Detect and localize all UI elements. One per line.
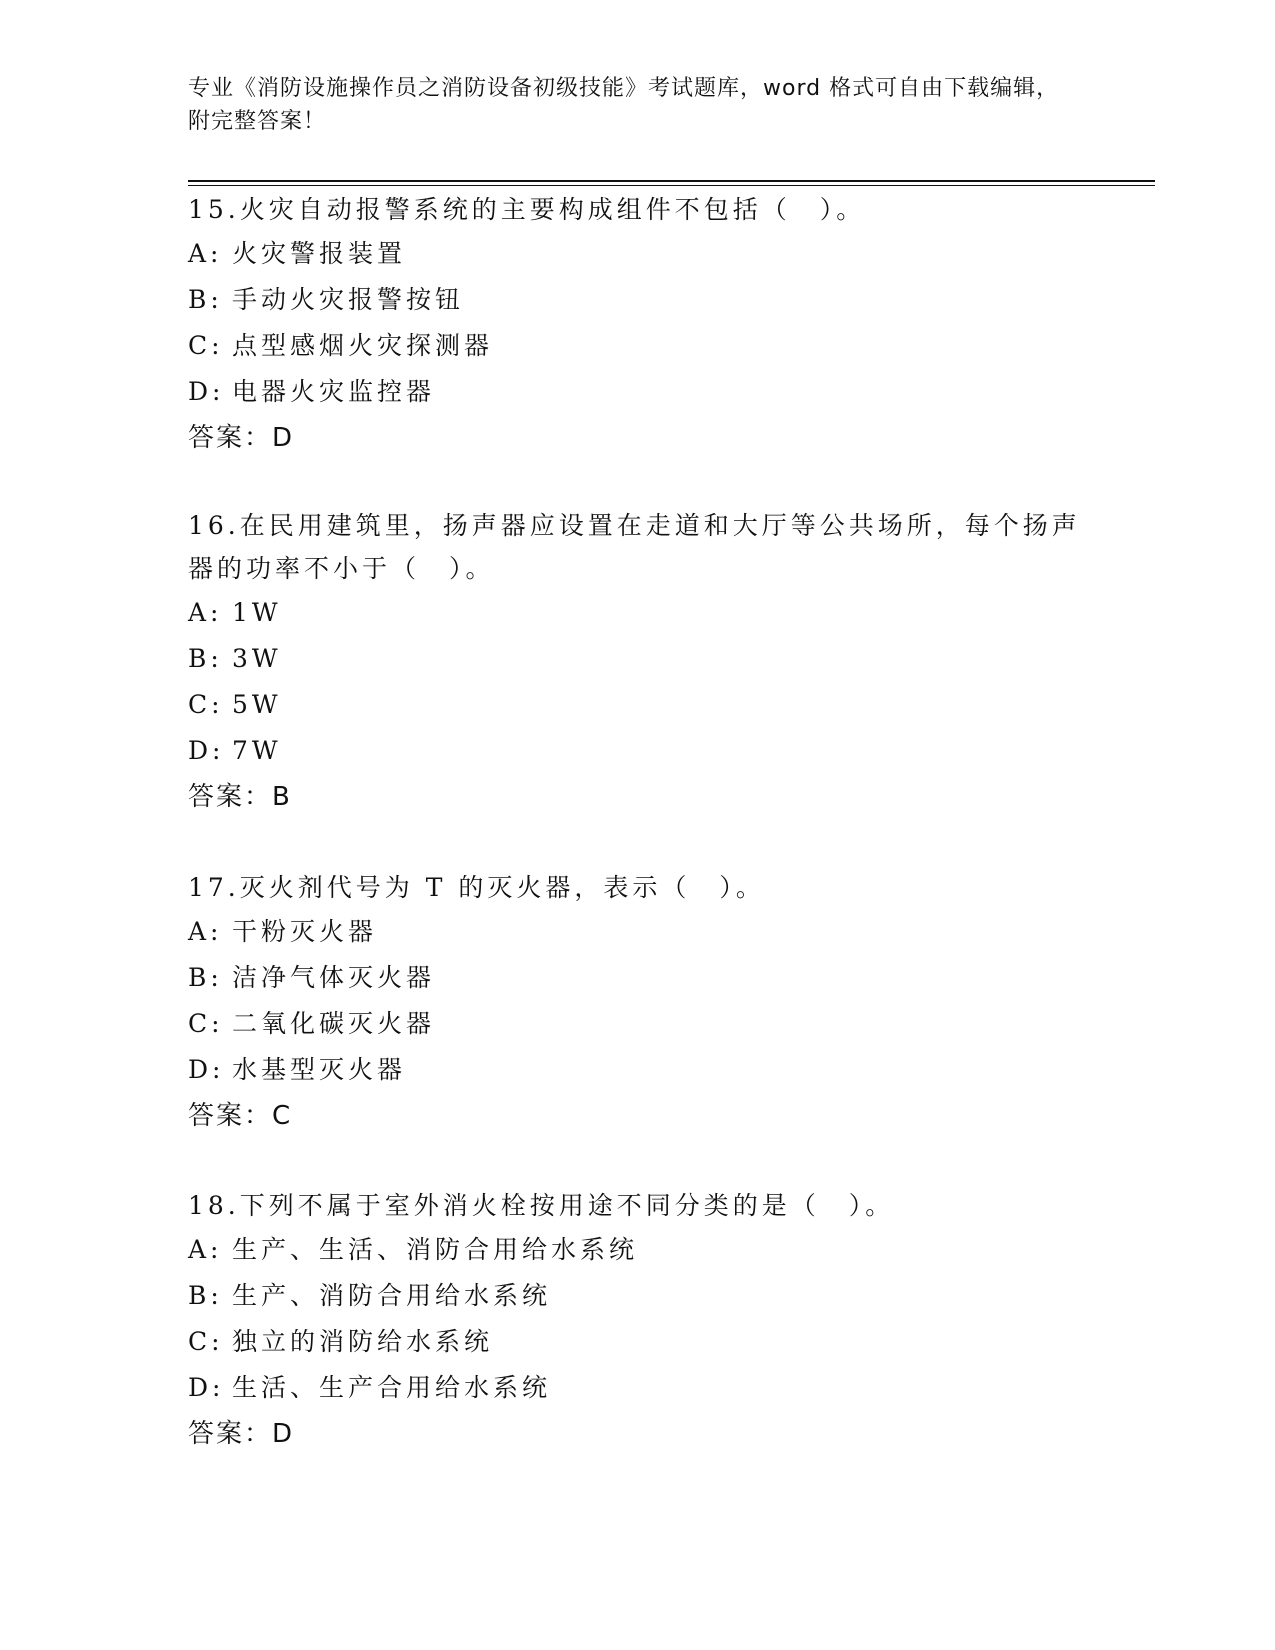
option-key: C: bbox=[188, 1327, 224, 1356]
option-c bbox=[188, 1001, 1088, 1047]
option-b bbox=[188, 636, 1088, 682]
option-c bbox=[188, 1319, 1088, 1365]
answer-line: 答案：D bbox=[188, 423, 295, 453]
option-text: 二氧化碳灭火器 bbox=[232, 1009, 436, 1038]
option-a bbox=[188, 1227, 1088, 1273]
question-stem: 16.在民用建筑里，扬声器应设置在走道和大厅等公共场所，每个扬声器的功率不小于（ ）。 bbox=[188, 511, 1081, 583]
option-text: 电器火灾监控器 bbox=[232, 377, 436, 406]
option-key: B: bbox=[188, 963, 223, 992]
option-text: 独立的消防给水系统 bbox=[232, 1327, 494, 1356]
option-key: A: bbox=[188, 239, 223, 268]
option-key: D: bbox=[188, 377, 225, 406]
option-d bbox=[188, 369, 1088, 415]
option-key: A: bbox=[188, 598, 223, 627]
option-text: 干粉灭火器 bbox=[232, 917, 378, 946]
option-key: A: bbox=[188, 1235, 223, 1264]
option-key: A: bbox=[188, 917, 223, 946]
option-key: C: bbox=[188, 331, 224, 360]
option-text: 1W bbox=[232, 598, 282, 627]
answer-line: 答案：B bbox=[188, 782, 292, 812]
option-text: 3W bbox=[232, 644, 282, 673]
option-text: 火灾警报装置 bbox=[232, 239, 407, 268]
question-stem: 18.下列不属于室外消火栓按用途不同分类的是（ ）。 bbox=[188, 1191, 895, 1220]
option-text: 点型感烟火灾探测器 bbox=[232, 331, 494, 360]
option-text: 生产、消防合用给水系统 bbox=[232, 1281, 552, 1310]
question-18 bbox=[188, 1184, 1088, 1457]
option-key: B: bbox=[188, 644, 223, 673]
document-header: 专业《消防设施操作员之消防设备初级技能》考试题库，word 格式可自由下载编辑，附完整答案！ bbox=[188, 76, 1060, 134]
option-b bbox=[188, 277, 1088, 323]
option-c bbox=[188, 323, 1088, 369]
question-17 bbox=[188, 866, 1088, 1139]
option-key: C: bbox=[188, 690, 224, 719]
option-key: B: bbox=[188, 1281, 223, 1310]
question-16 bbox=[188, 504, 1088, 820]
header-divider bbox=[188, 180, 1155, 182]
option-text: 洁净气体灭火器 bbox=[232, 963, 436, 992]
question-stem: 15.火灾自动报警系统的主要构成组件不包括（ ）。 bbox=[188, 195, 866, 224]
question-15 bbox=[188, 188, 1088, 461]
option-a bbox=[188, 590, 1088, 636]
option-c bbox=[188, 682, 1088, 728]
option-d bbox=[188, 1365, 1088, 1411]
option-key: D: bbox=[188, 736, 225, 765]
option-a bbox=[188, 231, 1088, 277]
option-key: D: bbox=[188, 1373, 225, 1402]
option-a bbox=[188, 909, 1088, 955]
option-text: 5W bbox=[232, 690, 282, 719]
option-text: 生产、生活、消防合用给水系统 bbox=[232, 1235, 639, 1264]
answer-line: 答案：D bbox=[188, 1419, 295, 1449]
option-key: D: bbox=[188, 1055, 225, 1084]
question-stem: 17.灭火剂代号为 T 的灭火器，表示（ ）。 bbox=[188, 873, 765, 902]
header-divider-thin bbox=[188, 185, 1155, 186]
option-text: 7W bbox=[232, 736, 282, 765]
option-key: B: bbox=[188, 285, 223, 314]
option-d bbox=[188, 728, 1088, 774]
option-text: 生活、生产合用给水系统 bbox=[232, 1373, 552, 1402]
answer-line: 答案：C bbox=[188, 1101, 293, 1131]
option-b bbox=[188, 1273, 1088, 1319]
option-b bbox=[188, 955, 1088, 1001]
option-text: 水基型灭火器 bbox=[232, 1055, 407, 1084]
option-d bbox=[188, 1047, 1088, 1093]
option-text: 手动火灾报警按钮 bbox=[232, 285, 465, 314]
option-key: C: bbox=[188, 1009, 224, 1038]
